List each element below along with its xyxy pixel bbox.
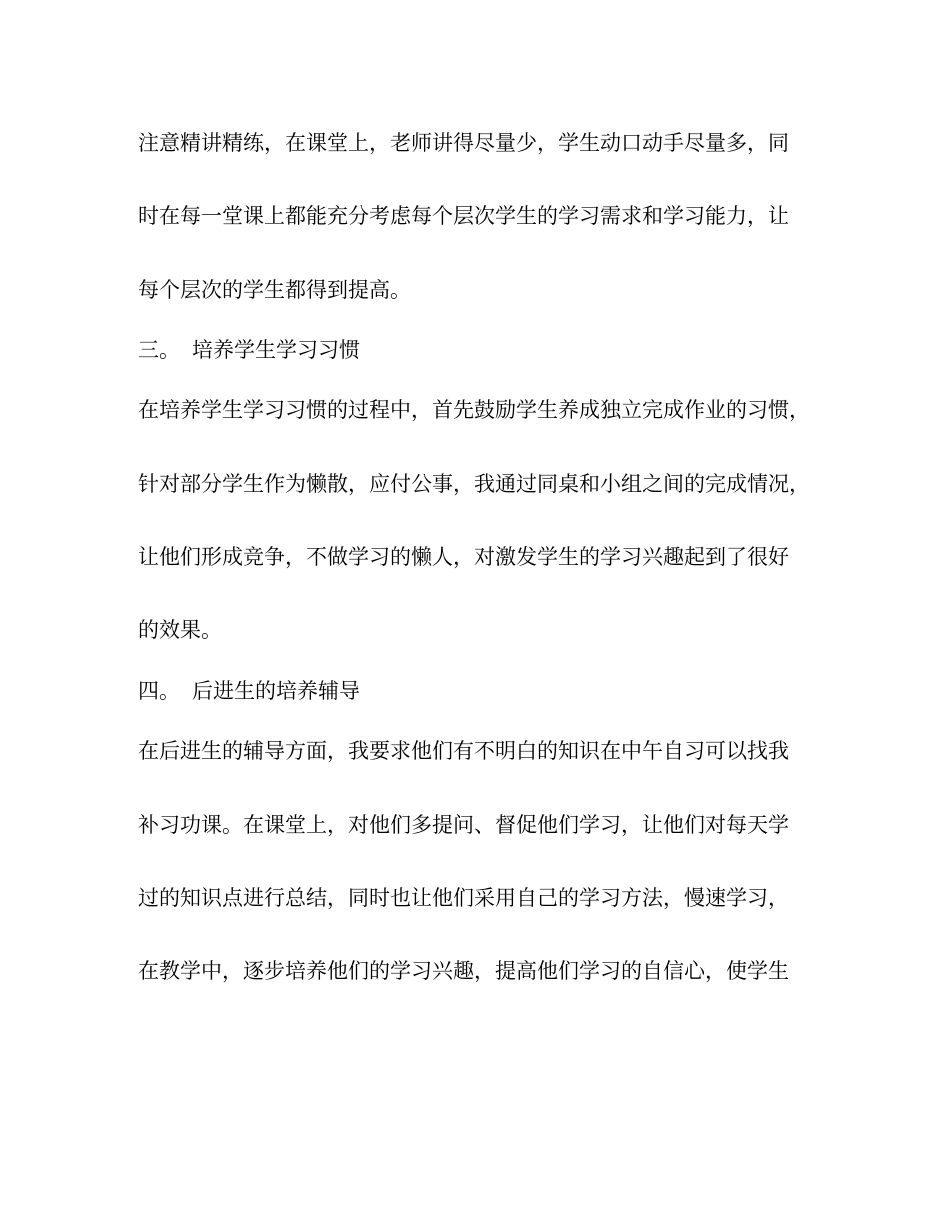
paragraph-3-line-4: 在教学中，逐步培养他们的学习兴趣，提高他们学习的自信心，使学生	[138, 959, 789, 983]
section-4-heading	[138, 676, 838, 706]
paragraph-3-line-1: 在后进生的辅导方面，我要求他们有不明白的知识在中午自习可以找我	[138, 739, 789, 763]
section-4-number: 四。	[138, 679, 180, 703]
paragraph-1-line-3: 每个层次的学生都得到提高。	[138, 278, 411, 302]
paragraph-2-line-3: 让他们形成竞争，不做学习的懒人，对激发学生的学习兴趣起到了很好	[138, 545, 789, 569]
section-3-title: 培养学生学习习惯	[192, 338, 360, 362]
paragraph-2-line-2: 针对部分学生作为懒散，应付公事，我通过同桌和小组之间的完成情况，	[138, 472, 810, 496]
section-3-heading	[138, 335, 838, 365]
section-4-title: 后进生的培养辅导	[192, 679, 360, 703]
paragraph-1-line-2: 时在每一堂课上都能充分考虑每个层次学生的学习需求和学习能力，让	[138, 204, 789, 228]
paragraph-2-line-1: 在培养学生学习习惯的过程中，首先鼓励学生养成独立完成作业的习惯，	[138, 398, 810, 422]
section-3-number: 三。	[138, 338, 180, 362]
paragraph-1-line-1: 注意精讲精练，在课堂上，老师讲得尽量少，学生动口动手尽量多，同	[138, 131, 789, 155]
paragraph-2-line-4: 的效果。	[138, 618, 222, 642]
paragraph-3-line-2: 补习功课。在课堂上，对他们多提问、督促他们学习，让他们对每天学	[138, 813, 789, 837]
paragraph-3-line-3: 过的知识点进行总结，同时也让他们采用自己的学习方法，慢速学习，	[138, 886, 789, 910]
